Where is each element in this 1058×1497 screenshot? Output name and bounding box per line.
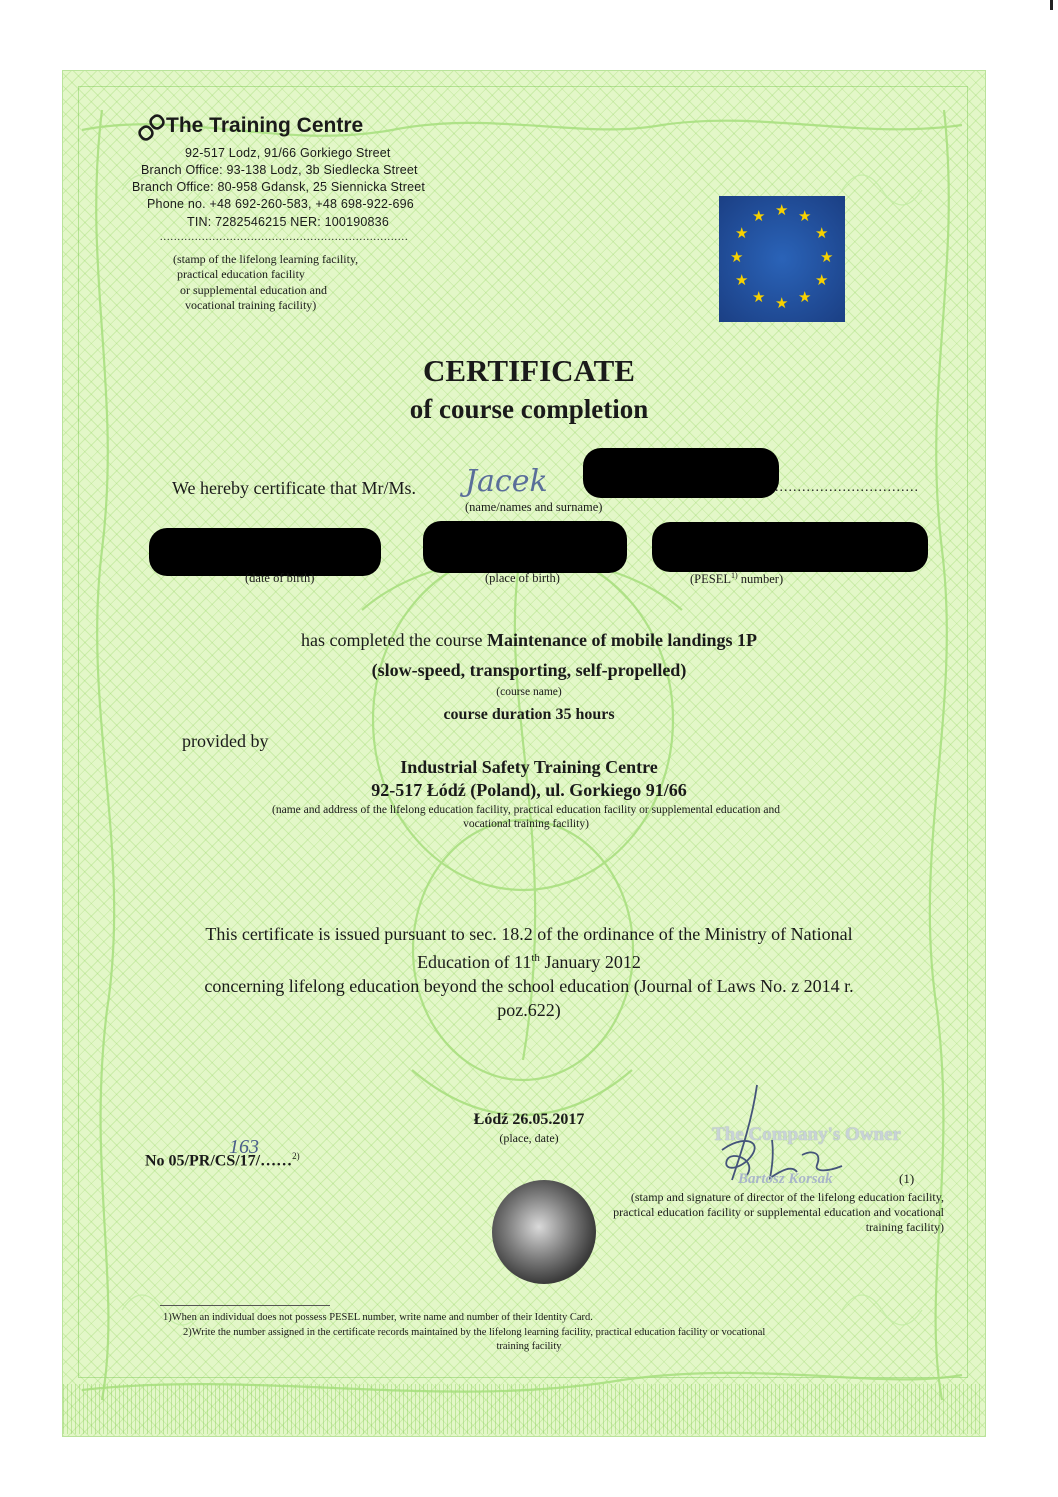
legal-line: poz.622) — [497, 1000, 561, 1020]
course-completed-line: has completed the course Maintenance of mobile landings 1P — [301, 630, 757, 650]
redaction-place-of-birth — [423, 521, 627, 573]
scan-corner-mark — [1050, 0, 1053, 10]
name-dotted-line: ................................ — [775, 480, 919, 495]
handwritten-first-name: Jacek — [465, 464, 548, 499]
footnote-1: 1)When an individual does not possess PESEL number, write name and number of their Identity Card. — [163, 1312, 593, 1323]
place-of-birth-caption: (place of birth) — [485, 571, 560, 585]
certificate-number: No 05/PR/CS/17/……$^{2)}$ — [145, 1151, 300, 1170]
company-address: 92-517 Lodz, 91/66 Gorkiego Street — [185, 146, 391, 160]
recipient-intro: We hereby certificate that Mr/Ms. — [172, 478, 416, 498]
owner-stamp-title: The Company's Owner — [712, 1124, 901, 1145]
company-phone: Phone no. +48 692-260-583, +48 698-922-696 — [147, 197, 414, 211]
stamp-caption-line: (stamp of the lifelong learning facility, — [173, 252, 359, 266]
course-name-detail: (slow-speed, transporting, self-propelled) — [371, 660, 687, 680]
legal-line: This certificate is issued pursuant to sec. 18.2 of the ordinance of the Ministry of National — [205, 924, 853, 944]
provided-by-label: provided by — [182, 731, 269, 751]
course-name: Maintenance of mobile landings 1P — [486, 630, 757, 650]
footnote-2-continued: training facility — [496, 1341, 562, 1352]
pesel-caption: (PESEL$^{1)}$ number) — [690, 571, 784, 587]
place-date-caption: (place, date) — [499, 1131, 559, 1145]
course-name-caption: (course name) — [496, 686, 562, 698]
issue-place-date: Łódź 26.05.2017 — [473, 1111, 585, 1128]
footnote-divider — [160, 1305, 330, 1306]
footnote-2: 2)Write the number assigned in the certificate records maintained by the lifelong learning facility, practical education facility or vocational — [183, 1327, 766, 1338]
branch-office-gdansk: Branch Office: 80-958 Gdansk, 25 Siennicka Street — [132, 180, 426, 194]
hologram-seal — [492, 1180, 596, 1284]
company-name: The Training Centre — [166, 114, 364, 137]
signer-name: Bartosz Korsak — [738, 1171, 833, 1187]
branch-office-lodz: Branch Office: 93-138 Lodz, 3b Siedlecka Street — [141, 163, 418, 177]
certificate-subtitle: of course completion — [409, 394, 649, 424]
eu-flag-icon: ★ ★ ★ ★ ★ ★ ★ ★ ★ ★ ★ ★ — [719, 196, 845, 322]
legal-basis — [0, 922, 1058, 1022]
provider-name: Industrial Safety Training Centre — [400, 757, 658, 777]
legal-line: concerning lifelong education beyond the school education (Journal of Laws No. z 2014 r. — [204, 976, 854, 996]
redaction-date-of-birth — [149, 528, 381, 576]
provider-address: 92-517 Łódź (Poland), ul. Gorkiego 91/66 — [371, 780, 687, 800]
signature-caption: (stamp and signature of director of the lifelong education facility, practical education facility or supplemental education and vocational training facility) — [613, 1190, 944, 1234]
signer-footnote-ref: (1) — [899, 1171, 915, 1186]
certificate-title: CERTIFICATE — [423, 353, 635, 388]
redaction-pesel — [652, 522, 928, 572]
provider-caption: (name and address of the lifelong education facility, practical education facility or supplemental education and vocational training facility) — [272, 804, 780, 830]
name-caption: (name/names and surname) — [465, 500, 603, 514]
training-centre-logo-icon — [137, 112, 167, 146]
stamp-caption-line: or supplemental education and — [180, 283, 327, 297]
date-of-birth-caption: (date of birth) — [245, 571, 315, 585]
redaction-surname — [583, 448, 779, 498]
stamp-dotted-line: ....................................................................... — [160, 232, 409, 243]
stamp-caption-line: practical education facility — [177, 267, 305, 281]
handwritten-certificate-number: 163 — [229, 1136, 259, 1158]
course-duration: course duration 35 hours — [443, 706, 615, 723]
company-tin: TIN: 7282546215 NER: 100190836 — [187, 215, 389, 229]
stamp-caption-line: vocational training facility) — [185, 298, 317, 312]
legal-line: Education of 11th January 2012 — [417, 952, 641, 972]
